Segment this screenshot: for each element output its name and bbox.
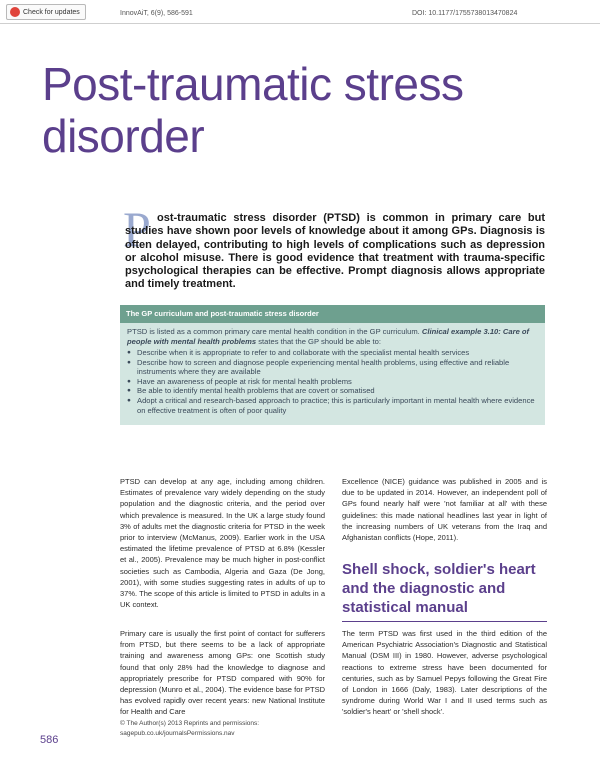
- box-intro-emphasis: Clinical example 3.10: Care of people with mental health problems: [127, 327, 530, 346]
- abstract: ost-traumatic stress disorder (PTSD) is common in primary care but studies have shown poor levels of knowledge about it among GPs. Diagnosis is often delayed, contributing to high levels of complications such as depression or alcohol misuse. There is good evidence that treatment with trauma-specific psychological therapies can be effective. Prompt diagnosis allows appropriate and timely treatment.: [125, 212, 545, 291]
- body-paragraph: Primary care is usually the first point of contact for sufferers from PTSD, but there seems to be a lack of appropriate training and awareness among GPs: one Scottish study found that only 28% had the knowledge to diagnose and appropriately prescribe for PTSD compared with 90% for depression (Munro et al., 2004). The evidence base for PTSD has evolved rapidly over recent years: new National Institute for Health and Care: [120, 629, 325, 717]
- article-title: Post-traumatic stress disorder: [42, 58, 464, 162]
- list-item: ● Describe how to screen and diagnose people experiencing mental health problems, using effective and reliable instruments where they are available: [127, 358, 542, 377]
- copyright-line: © The Author(s) 2013 Reprints and permissions:: [120, 720, 260, 727]
- check-for-updates-badge[interactable]: [6, 4, 86, 20]
- curriculum-box-title: The GP curriculum and post-traumatic stress disorder: [120, 305, 545, 323]
- body-paragraph: PTSD can develop at any age, including among children. Estimates of prevalence vary widely depending on the study population and the diagnostic criteria, and the period over which prevalence is measured. In the UK a large study found 3% of adults met the diagnostic criteria for PTSD in the week prior to interview (McManus, 2009). Earlier work in the USA estimated the lifetime prevalence of PTSD at 6.8% (Kessler et al., 2005). Prevalence may be much higher in post-conflict societies such as Cambodia, Algeria and Gaza (De Jong, 2001), with some studies suggesting rates in adults of up to 37%. The scope of this article is limited to PTSD in adults in a UK context.: [120, 477, 325, 610]
- body-paragraph: Excellence (NICE) guidance was published in 2005 and is due to be updated in 2014. However, an independent poll of GPs found nearly half were 'not familiar at all' with these guidelines: this made national headlines last year in light of the increasing numbers of UK veterans from the Iraq and Afghanistan conflicts (Hope, 2011).: [342, 477, 547, 543]
- copyright-footer: [120, 719, 259, 739]
- crossmark-icon: [10, 7, 20, 17]
- permissions-link[interactable]: sagepub.co.uk/journalsPermissions.nav: [120, 730, 235, 737]
- list-item: ● Describe when it is appropriate to refer to and collaborate with the specialist mental health services: [127, 348, 542, 358]
- list-item: ● Be able to identify mental health problems that are covert or somatised: [127, 386, 542, 396]
- header-divider: [0, 23, 600, 24]
- section-heading-rule: [342, 621, 547, 622]
- box-intro-text-end: states that the GP should be able to:: [256, 336, 381, 346]
- body-paragraph: The term PTSD was first used in the third edition of the American Psychiatric Association's Diagnostic and Statistical Manual (DSM III) in 1980. However, adverse psychological reactions to extreme stress have been documented for centuries, such as by Samuel Pepys following the Great Fire of London in 1666 (Daly, 1983). Later descriptions of the syndrome during World War I and II used terms such as 'soldier's heart' or 'shell shock'.: [342, 629, 547, 717]
- doi-link[interactable]: DOI: 10.1177/1755738013470824: [412, 10, 518, 17]
- list-item: ● Have an awareness of people at risk for mental health problems: [127, 377, 542, 387]
- curriculum-bullet-list: [127, 348, 542, 415]
- check-for-updates-label: Check for updates: [23, 8, 80, 16]
- curriculum-box-intro: [127, 327, 542, 346]
- abstract-dropcap: P: [123, 201, 151, 257]
- section-heading: Shell shock, soldier's heart and the diagnostic and statistical manual: [342, 561, 536, 616]
- page-number: 586: [40, 734, 59, 746]
- journal-citation: InnovAiT, 6(9), 586-591: [120, 10, 193, 17]
- list-item: ● Adopt a critical and research-based approach to practice; this is particularly important in mental health where evidence on effective treatment is often of poor quality: [127, 396, 542, 415]
- box-intro-text: PTSD is listed as a common primary care mental health condition in the GP curriculum.: [127, 327, 422, 336]
